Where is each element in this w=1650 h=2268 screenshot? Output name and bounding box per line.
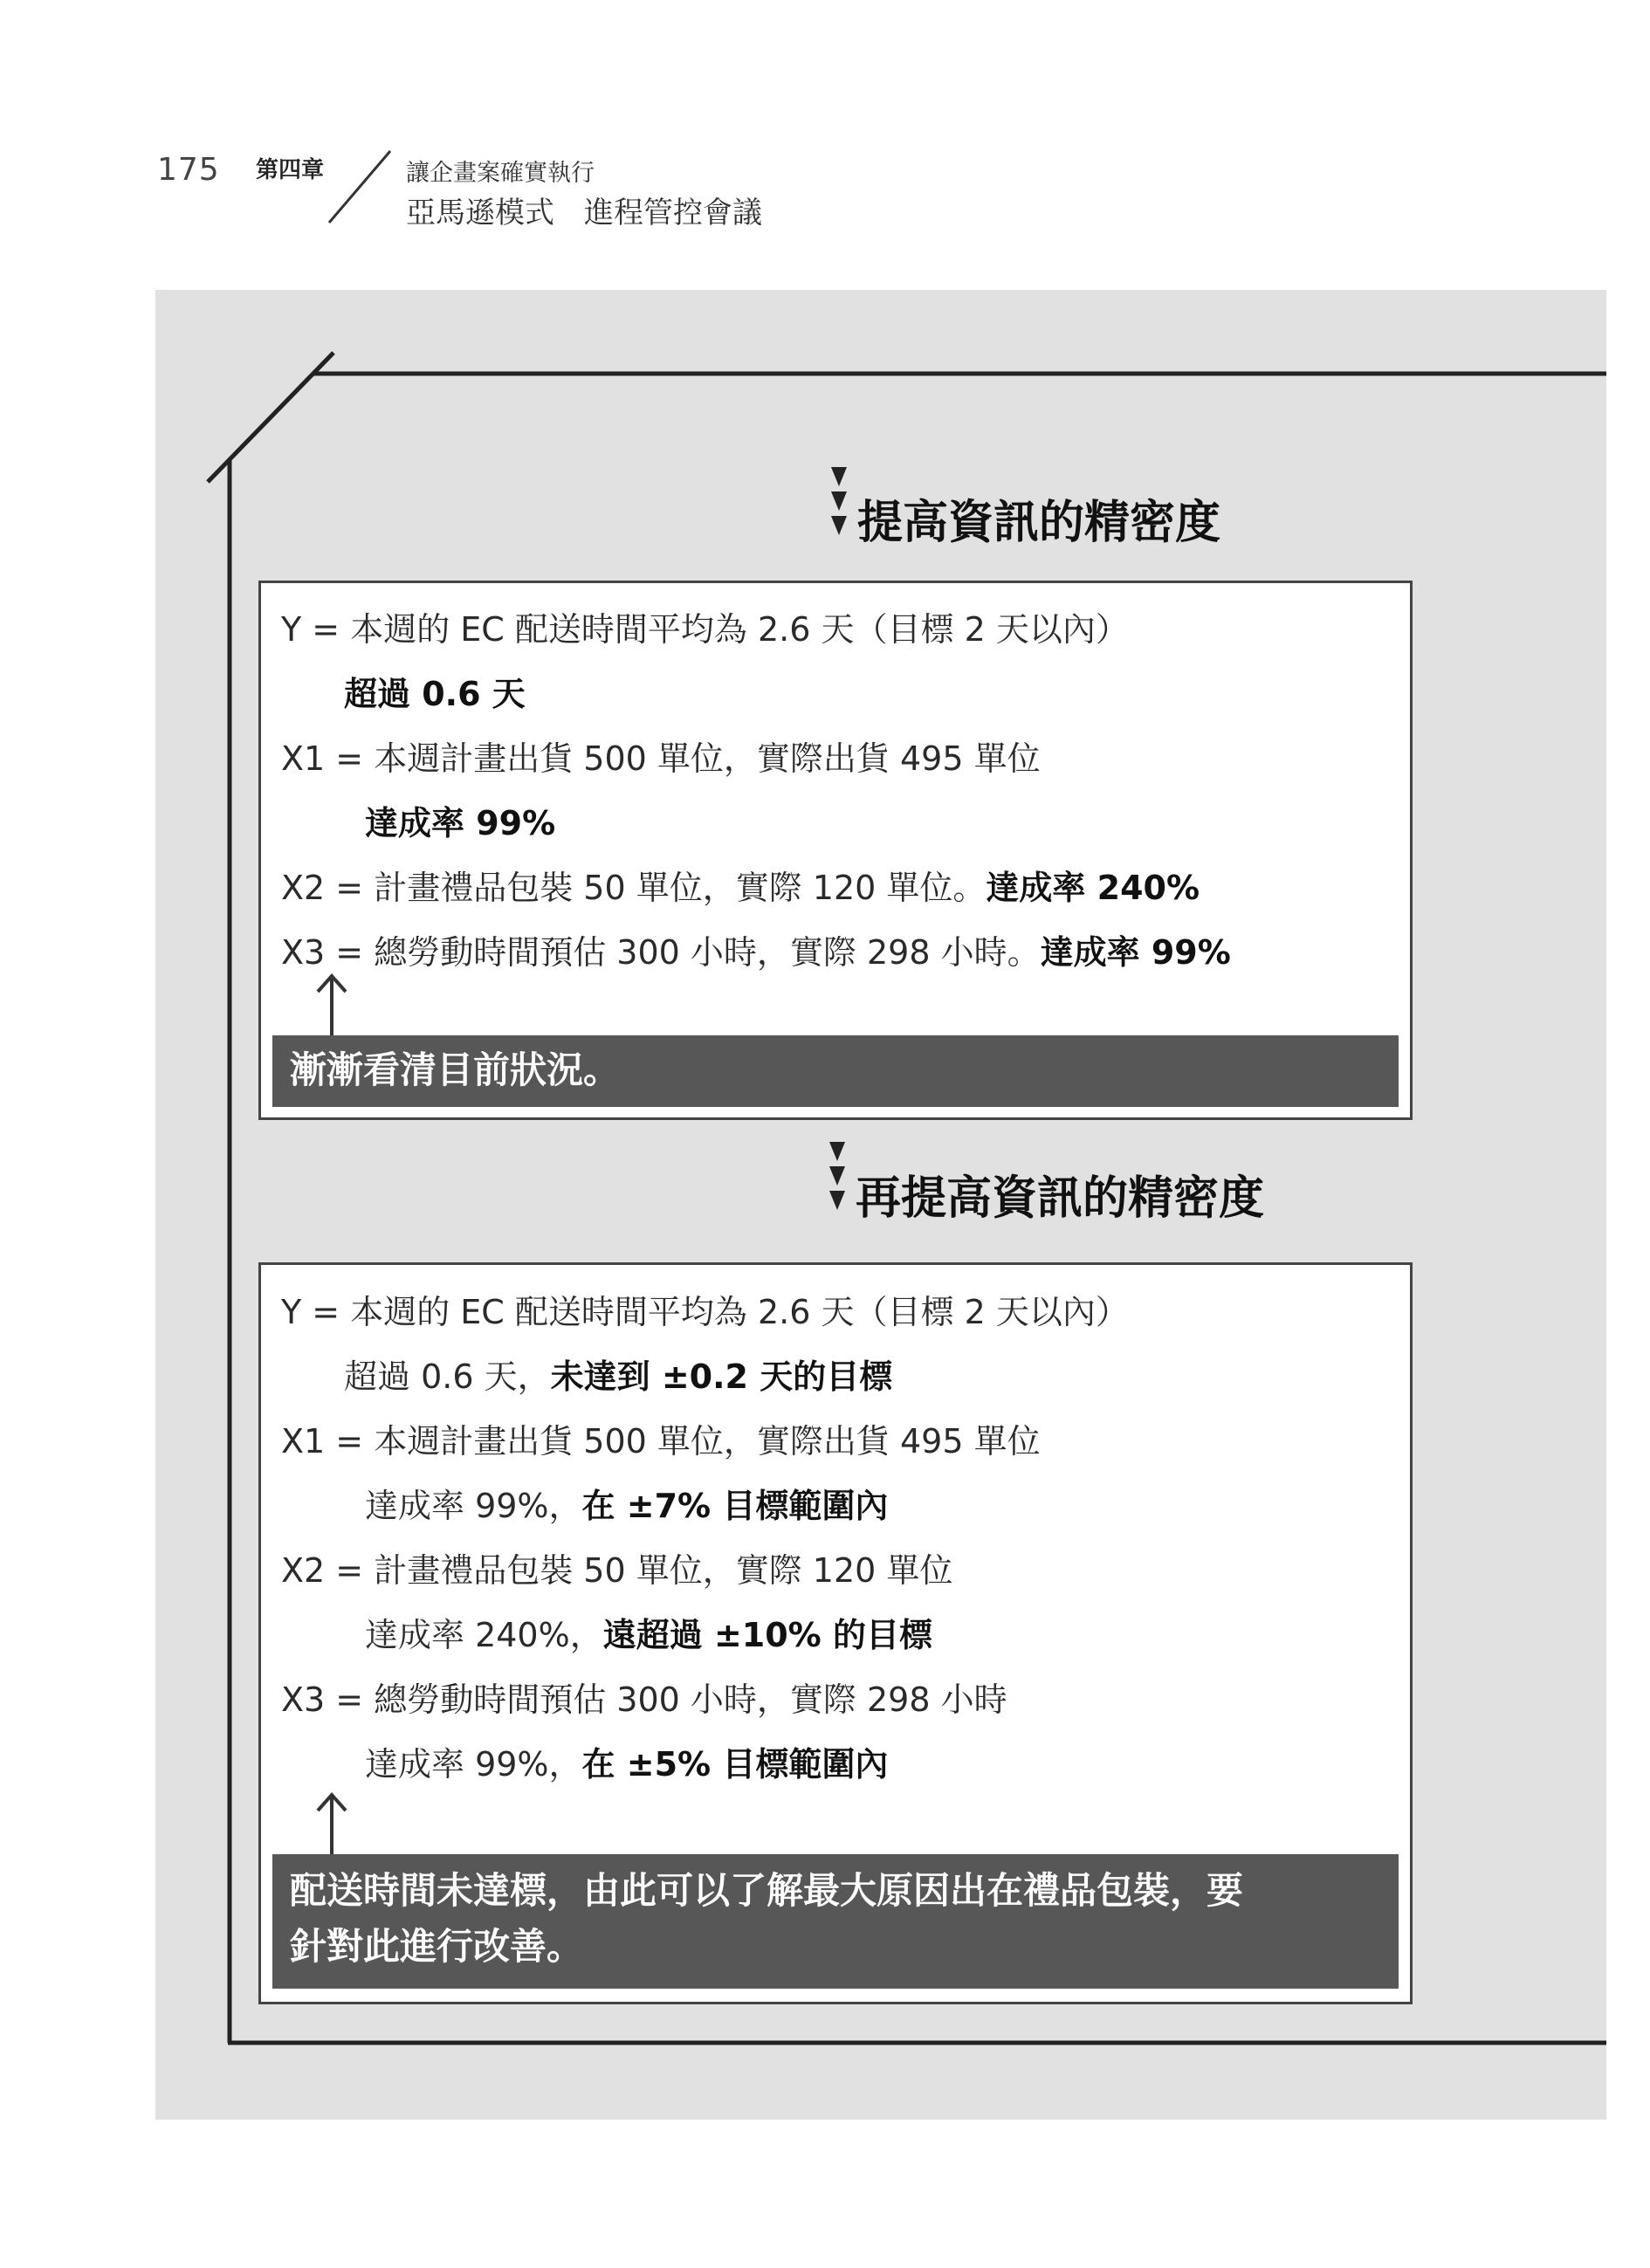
header-subtitle-2: 亞馬遜模式 進程管控會議 — [406, 196, 762, 230]
up-arrow-icon — [313, 971, 351, 1037]
header-subtitle-1: 讓企畫案確實執行 — [406, 160, 595, 187]
s2-y-line: Y = 本週的 EC 配送時間平均為 2.6 天（目標 2 天以內） — [281, 1293, 1129, 1331]
s1-x1-line: X1 = 本週計畫出貨 500 單位，實際出貨 495 單位 — [281, 739, 1041, 778]
section2-callout-line2: 針對此進行改善。 — [290, 1925, 584, 1968]
s1-x2-line: X2 = 計畫禮品包裝 50 單位，實際 120 單位。 — [281, 869, 987, 907]
section1-heading: 提高資訊的精密度 — [857, 497, 1221, 549]
chapter-label: 第四章 — [256, 157, 325, 183]
s2-y-result-bold: 未達到 ±0.2 天的目標 — [550, 1357, 893, 1396]
s1-x2-result: 達成率 240% — [986, 869, 1200, 907]
section1-callout — [272, 1035, 1399, 1107]
s2-x3-result-plain: 達成率 99%， — [365, 1745, 582, 1783]
s2-x2-result-bold: 遠超過 ±10% 的目標 — [602, 1616, 932, 1654]
s2-x1-result-bold: 在 ±7% 目標範圍內 — [581, 1487, 889, 1525]
s2-x2-result-row — [365, 1608, 932, 1656]
s2-x1-result-plain: 達成率 99%， — [365, 1487, 582, 1525]
s2-x3-result-row — [365, 1737, 888, 1785]
section1-callout-text: 漸漸看清目前狀況。 — [290, 1048, 621, 1091]
section2-heading: 再提高資訊的精密度 — [856, 1172, 1265, 1225]
s1-y-result: 超過 0.6 天 — [344, 675, 526, 713]
s2-y-result-row — [344, 1350, 892, 1398]
s2-y-result-plain: 超過 0.6 天， — [344, 1357, 551, 1396]
down-arrow-icon — [831, 467, 847, 540]
section2-callout — [272, 1854, 1399, 1989]
page-number: 175 — [157, 152, 220, 188]
s2-x2-result-plain: 達成率 240%， — [365, 1616, 603, 1654]
s2-x1-result-row — [365, 1479, 888, 1527]
s2-x1-line: X1 = 本週計畫出貨 500 單位，實際出貨 495 單位 — [281, 1422, 1041, 1460]
s1-x3-line: X3 = 總勞動時間預估 300 小時，實際 298 小時。 — [281, 933, 1041, 972]
s2-x3-line: X3 = 總勞動時間預估 300 小時，實際 298 小時 — [281, 1680, 1007, 1719]
down-arrow-icon-2 — [829, 1142, 845, 1215]
s2-x2-line: X2 = 計畫禮品包裝 50 單位，實際 120 單位 — [281, 1551, 953, 1590]
s1-x2-row — [281, 861, 1200, 909]
s1-x1-result: 達成率 99% — [365, 804, 556, 842]
s1-y-line: Y = 本週的 EC 配送時間平均為 2.6 天（目標 2 天以內） — [281, 610, 1129, 649]
s2-x3-result-bold: 在 ±5% 目標範圍內 — [581, 1745, 889, 1783]
up-arrow-icon-2 — [313, 1790, 351, 1856]
s1-x3-row — [281, 925, 1231, 973]
s1-x3-result: 達成率 99% — [1040, 933, 1231, 972]
section2-callout-line1: 配送時間未達標，由此可以了解最大原因出在禮品包裝，要 — [290, 1869, 1244, 1912]
